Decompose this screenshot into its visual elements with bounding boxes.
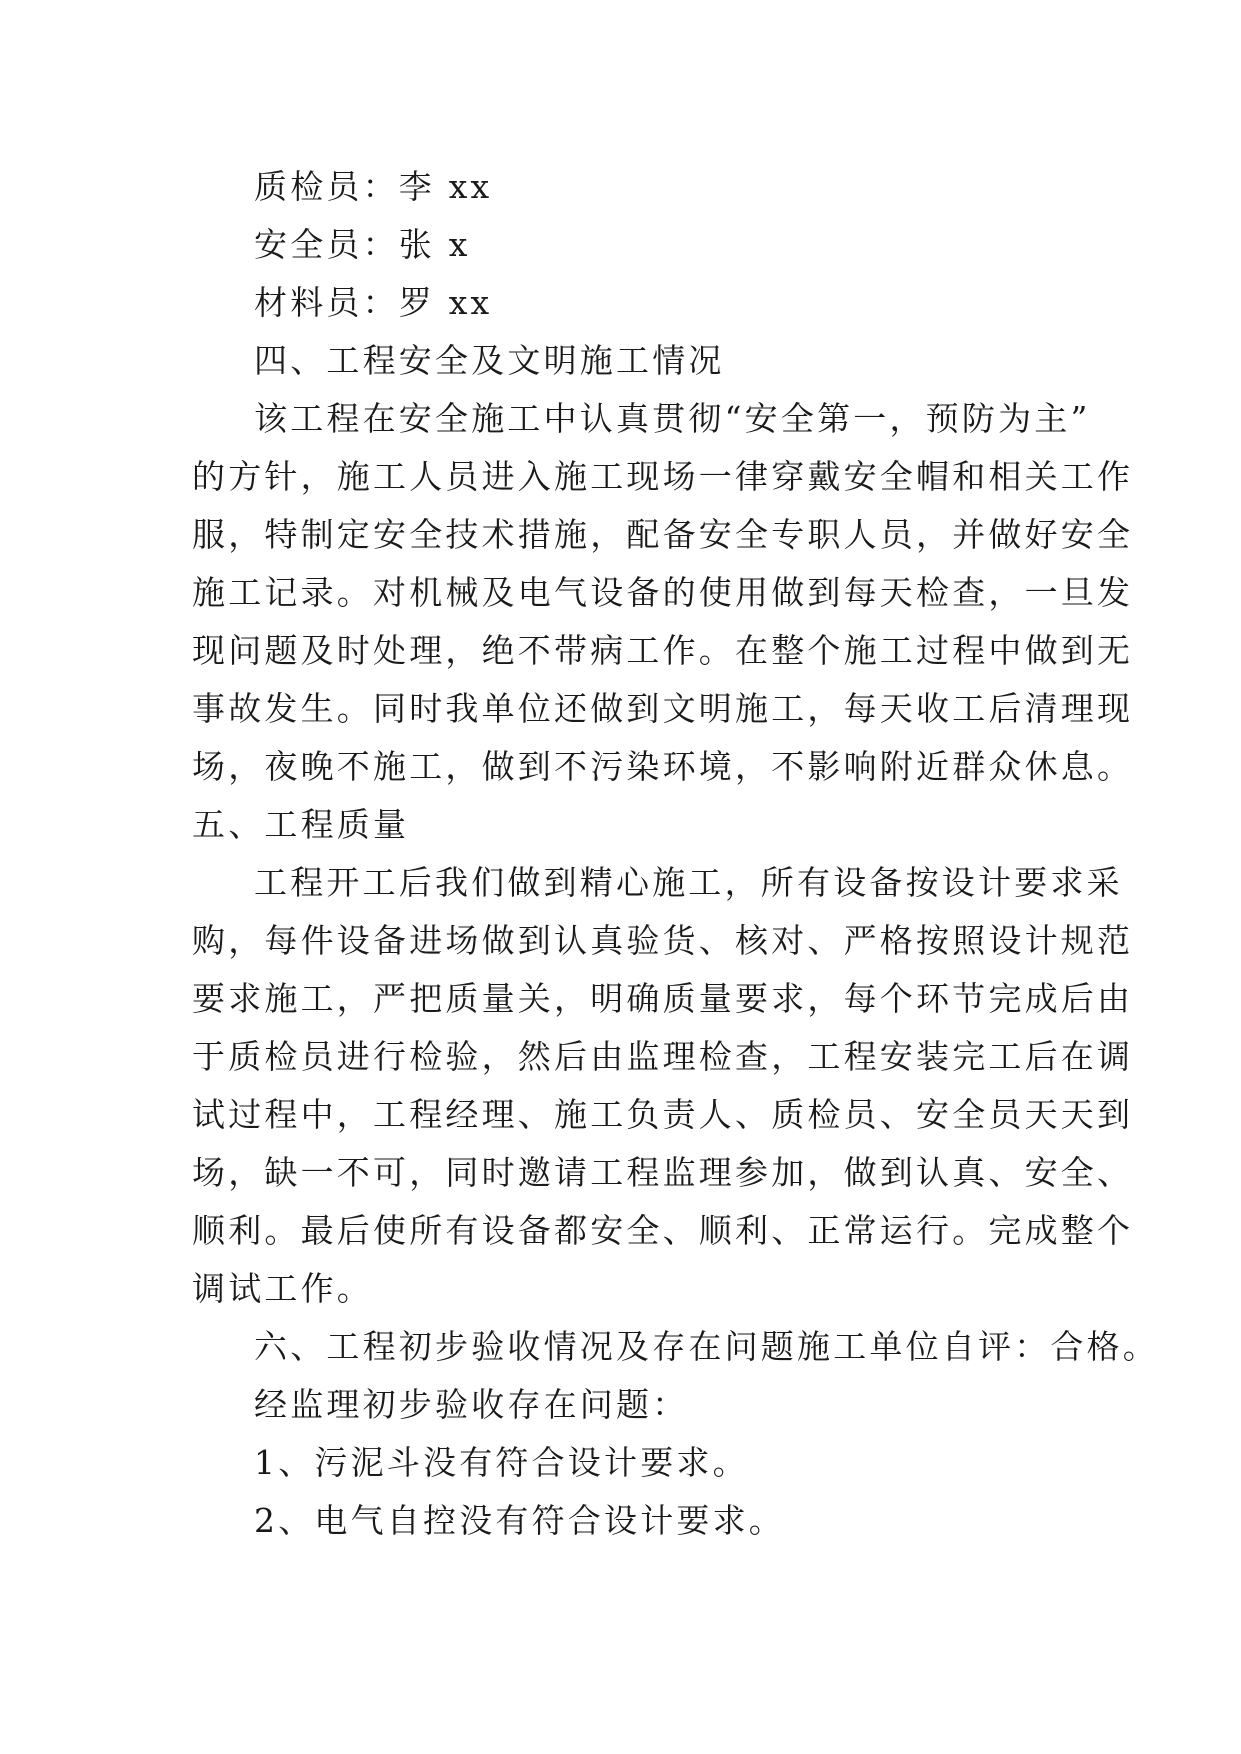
section5-heading: 五、工程质量 bbox=[192, 805, 410, 844]
material-officer-line: 材料员：罗 xx bbox=[254, 283, 493, 322]
issue-item: 1、污泥斗没有符合设计要求。 bbox=[254, 1443, 749, 1482]
paragraph-line: 的方针，施工人员进入施工现场一律穿戴安全帽和相关工作 bbox=[192, 457, 1134, 496]
paragraph-line: 购，每件设备进场做到认真验货、核对、严格按照设计规范 bbox=[192, 921, 1134, 960]
paragraph-line: 要求施工，严把质量关，明确质量要求，每个环节完成后由 bbox=[192, 979, 1134, 1018]
issue-item: 2、电气自控没有符合设计要求。 bbox=[254, 1501, 785, 1540]
paragraph-line: 该工程在安全施工中认真贯彻“安全第一，预防为主” bbox=[254, 399, 1091, 438]
paragraph-line: 场，夜晚不施工，做到不污染环境，不影响附近群众休息。 bbox=[192, 747, 1134, 786]
quality-inspector-line: 质检员：李 xx bbox=[254, 167, 493, 206]
paragraph-line: 顺利。最后使所有设备都安全、顺利、正常运行。完成整个 bbox=[192, 1211, 1134, 1250]
paragraph-line: 施工记录。对机械及电气设备的使用做到每天检查，一旦发 bbox=[192, 573, 1134, 612]
paragraph-line: 事故发生。同时我单位还做到文明施工，每天收工后清理现 bbox=[192, 689, 1134, 728]
paragraph-line: 调试工作。 bbox=[192, 1269, 373, 1308]
section4-heading: 四、工程安全及文明施工情况 bbox=[254, 341, 725, 380]
paragraph-line: 场，缺一不可，同时邀请工程监理参加，做到认真、安全、 bbox=[192, 1153, 1134, 1192]
paragraph-line: 服，特制定安全技术措施，配备安全专职人员，并做好安全 bbox=[192, 515, 1134, 554]
section6-heading: 六、工程初步验收情况及存在问题施工单位自评：合格。 bbox=[254, 1327, 1159, 1366]
paragraph-line: 工程开工后我们做到精心施工，所有设备按设计要求采 bbox=[254, 863, 1123, 902]
section6-subheading: 经监理初步验收存在问题： bbox=[254, 1385, 689, 1424]
paragraph-line: 于质检员进行检验，然后由监理检查，工程安装完工后在调 bbox=[192, 1037, 1134, 1076]
paragraph-line: 试过程中，工程经理、施工负责人、质检员、安全员天天到 bbox=[192, 1095, 1134, 1134]
safety-officer-line: 安全员：张 x bbox=[254, 225, 471, 264]
paragraph-line: 现问题及时处理，绝不带病工作。在整个施工过程中做到无 bbox=[192, 631, 1134, 670]
